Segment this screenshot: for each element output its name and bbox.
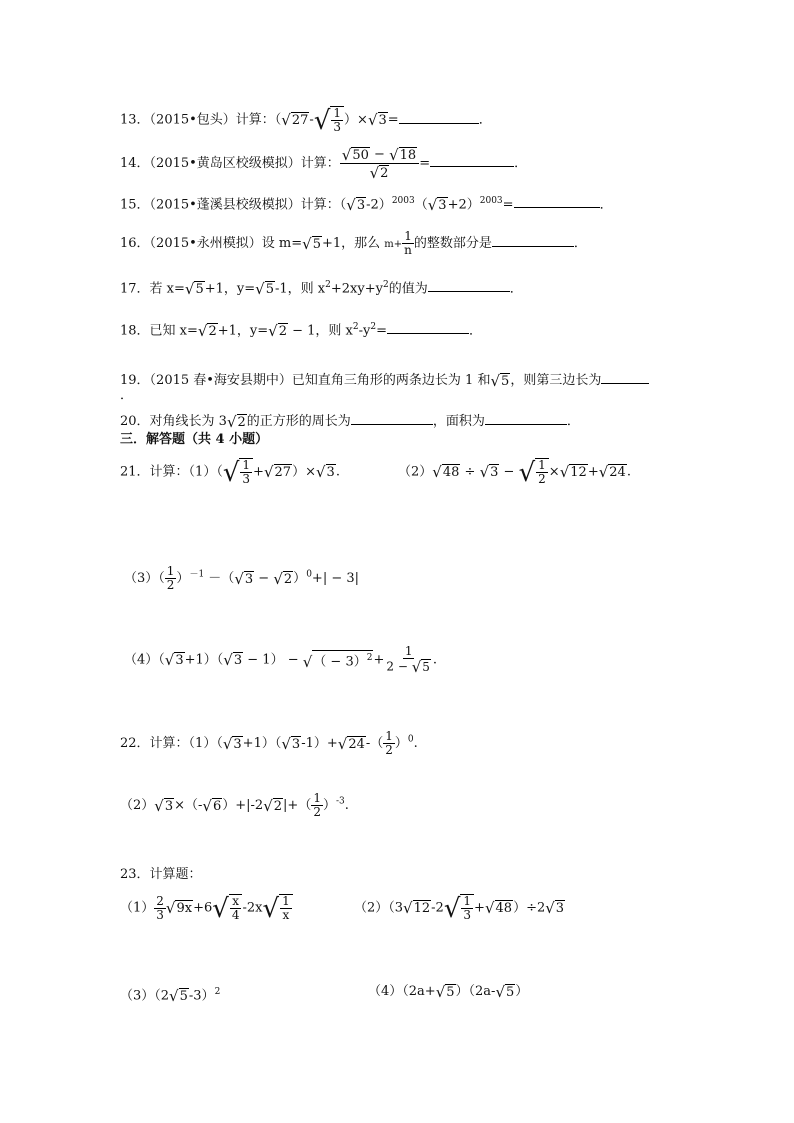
sqrt-fraction: √ $\frac{1}{3}$ [314,106,344,134]
question-15: 15．（2015•蓬溪县校级模拟）计算：（ √ 3 -2）$^{2003}$（ √ 3 +2）$^{2003}$= ． [120,195,613,214]
answer-blank-13[interactable] [399,110,479,124]
question-21-part3: （3）（ $\frac{1}{2}$ ）$^{-1}$ －（ √ 3 − √ 2 ）$^0$+| − 3| [124,564,360,592]
question-21-part4: （4）（ √ 3 +1）（ √ 3 − 1） − √ （ − 3）$^2$ + 1 2 − √ 5 . [124,644,438,676]
answer-blank-14[interactable] [430,153,514,167]
question-21-part1: 21．计算：（1）（ √ $\frac{1}{3}$ + √ 27 ）× √ 3 . [120,458,340,488]
question-13: 13．（2015•包头）计算：（ √ 27 - √ $\frac{1}{3}$ ）× √ 3 = ． [120,106,492,136]
answer-blank-17[interactable] [428,278,510,292]
answer-blank-16[interactable] [492,233,574,247]
answer-blank-19[interactable] [601,370,649,384]
sqrt-3: √ 3 [367,111,387,129]
question-23-title: 23．计算题： [120,867,202,882]
question-18: 18．已知 x= √ 2 +1，y= √ 2 − 1，则 $x^2-y^2=$ ． [120,321,483,340]
question-16: 16．（2015•永州模拟）设 m= √ 5 +1，那么 m+ $\frac{1}{n}$ 的整数部分是 ． [120,229,587,257]
answer-blank-18[interactable] [387,320,469,334]
question-23-part2: （2）（3 √ 12 -2 √ $\frac{1}{3}$ + √ 48 ）÷2 √ 3 [354,894,565,924]
question-22-part1: 22．计算：（1）（ √ 3 +1）（ √ 3 -1）+ √ 24 -（ $\frac{1}{2}$ ）$^0$. [120,729,418,757]
question-17: 17．若 x= √ 5 +1，y= √ 5 -1，则 $x^2+2xy+y^2$的值为 ． [120,279,523,298]
answer-blank-15[interactable] [514,194,600,208]
section-heading: 三．解答题（共 4 小题） [120,432,269,447]
sqrt-27: √ 27 [281,111,309,129]
fraction-sqrt: √ 50 − √ 18 √ 2 [340,146,419,181]
question-19: 19．（2015 春•海安县期中）已知直角三角形的两条边长为 1 和 √ 5 ，则第三边长为 [120,370,649,390]
question-21-part2: （2） √ 48 ÷ √ 3 − √ $\frac{1}{2}$ × √ 12 + √ 24 . [398,458,631,488]
answer-blank-20b[interactable] [485,411,567,425]
question-14: 14．（2015•黄岛区校级模拟）计算： √ 50 − √ 18 √ 2 = ． [120,145,528,182]
question-22-part2: （2） √ 3 ×（- √ 6 ）+|-2 √ 2 |+（ $\frac{1}{2}$ ）$^{-3}$. [120,791,349,819]
question-20: 20．对角线长为 3 √ 2 的正方形的周长为 ，面积为 ． [120,412,580,431]
answer-blank-20a[interactable] [351,411,433,425]
question-23-part4: （4）（2a+ √ 5 ）（2a- √ 5 ） [368,982,529,1001]
question-23-part1: （1） $\frac{2}{3}$ √ 9x +6 √ $\frac{x}{4}$ -2x √ $\frac{1}{x}$ [120,894,293,922]
question-19-period: ． [120,388,134,403]
question-23-part3: （3）（2 √ 5 -3）$^2$ [120,986,221,1005]
